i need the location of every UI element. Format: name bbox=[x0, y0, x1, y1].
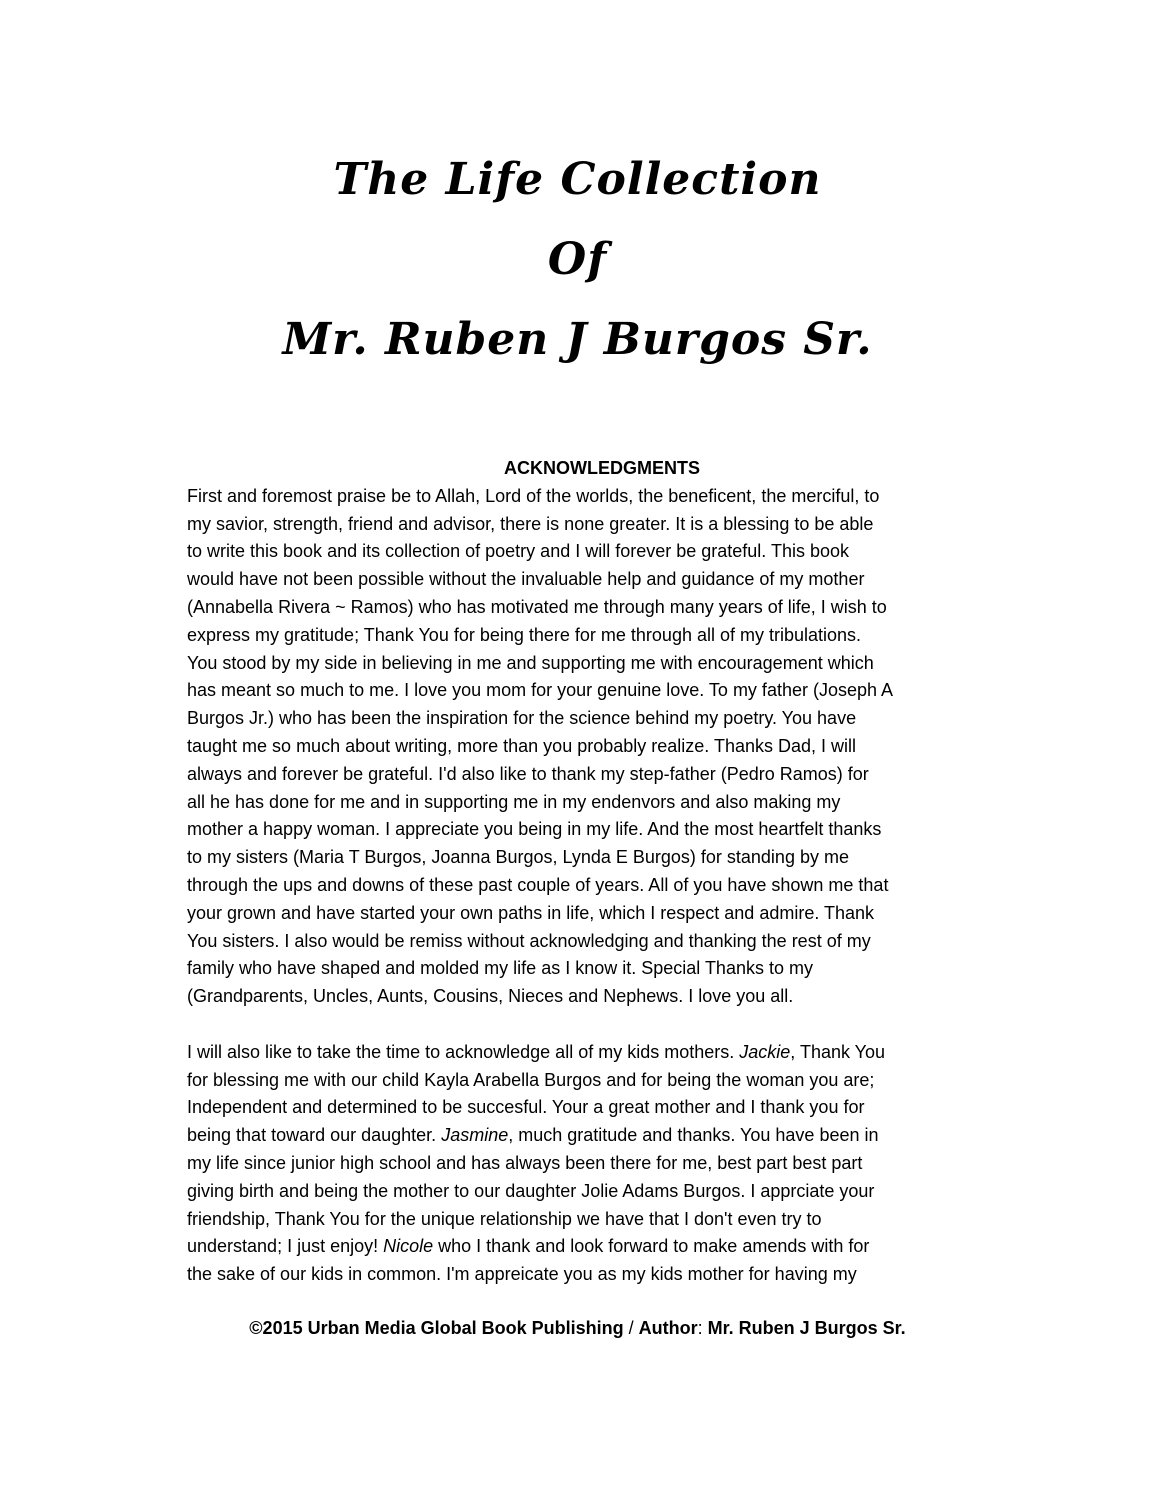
publisher-text: ©2015 Urban Media Global Book Publishing bbox=[249, 1318, 624, 1338]
acknowledgments-section bbox=[187, 455, 1017, 1289]
acknowledgments-paragraph-2 bbox=[187, 1039, 1017, 1289]
text-line: You sisters. I also would be remiss without acknowledging and thanking the rest of my bbox=[187, 930, 871, 951]
name-jackie: Jackie bbox=[739, 1041, 791, 1062]
text-line: my savior, strength, friend and advisor, there is none greater. It is a blessing to be able bbox=[187, 513, 874, 534]
text-run: being that toward our daughter. bbox=[187, 1125, 442, 1146]
text-line bbox=[187, 1233, 1017, 1261]
text-line: for blessing me with our child Kayla Arabella Burgos and for being the woman you are; bbox=[187, 1069, 875, 1090]
text-line: You stood by my side in believing in me and supporting me with encouragement which bbox=[187, 652, 874, 673]
book-title bbox=[0, 140, 1155, 380]
text-run: I will also like to take the time to acknowledge all of my kids mothers. bbox=[187, 1041, 740, 1062]
acknowledgments-paragraph-1 bbox=[187, 483, 1017, 1011]
text-line: all he has done for me and in supporting me in my endenvors and also making my bbox=[187, 791, 841, 812]
text-line: family who have shaped and molded my life as I know it. Special Thanks to my bbox=[187, 958, 813, 979]
text-line bbox=[187, 1122, 1017, 1150]
text-line: would have not been possible without the invaluable help and guidance of my mother bbox=[187, 569, 865, 590]
paragraph-spacer bbox=[187, 1011, 1017, 1039]
text-run: , Thank You bbox=[790, 1041, 886, 1062]
text-line: my life since junior high school and has always been there for me, best part best part bbox=[187, 1152, 863, 1173]
text-run: who I thank and look forward to make amends with for bbox=[433, 1236, 870, 1257]
text-line: (Grandparents, Uncles, Aunts, Cousins, Nieces and Nephews. I love you all. bbox=[187, 986, 794, 1007]
text-line: Burgos Jr.) who has been the inspiration for the science behind my poetry. You have bbox=[187, 708, 857, 729]
name-nicole: Nicole bbox=[383, 1236, 434, 1257]
acknowledgments-heading: ACKNOWLEDGMENTS bbox=[504, 458, 700, 478]
author-name: Mr. Ruben J Burgos Sr. bbox=[707, 1318, 906, 1338]
text-line: giving birth and being the mother to our daughter Jolie Adams Burgos. I apprciate your bbox=[187, 1180, 875, 1201]
name-jasmine: Jasmine bbox=[441, 1125, 509, 1146]
text-line: your grown and have started your own paths in life, which I respect and admire. Thank bbox=[187, 902, 875, 923]
title-line-1: The Life Collection bbox=[333, 154, 822, 205]
text-run: understand; I just enjoy! bbox=[187, 1236, 384, 1257]
text-line: to write this book and its collection of poetry and I will forever be grateful. This book bbox=[187, 541, 850, 562]
text-line: to my sisters (Maria T Burgos, Joanna Burgos, Lynda E Burgos) for standing by me bbox=[187, 847, 849, 868]
text-line: has meant so much to me. I love you mom for your genuine love. To my father (Joseph A bbox=[187, 680, 894, 701]
text-line bbox=[187, 1039, 1017, 1067]
text-line: always and forever be grateful. I'd also like to thank my step-father (Pedro Ramos) for bbox=[187, 763, 869, 784]
text-line: through the ups and downs of these past couple of years. All of you have shown me that bbox=[187, 874, 889, 895]
text-run: , much gratitude and thanks. You have been in bbox=[508, 1125, 879, 1146]
text-line: First and foremost praise be to Allah, Lord of the worlds, the beneficent, the merciful, to bbox=[187, 485, 880, 506]
text-line: (Annabella Rivera ~ Ramos) who has motivated me through many years of life, I wish to bbox=[187, 596, 887, 617]
text-line: taught me so much about writing, more than you probably realize. Thanks Dad, I will bbox=[187, 735, 857, 756]
text-line: Independent and determined to be succesful. Your a great mother and I thank you for bbox=[187, 1097, 865, 1118]
footer-colon: : bbox=[697, 1318, 708, 1338]
author-label: Author bbox=[638, 1318, 698, 1338]
text-line: the sake of our kids in common. I'm appreicate you as my kids mother for having my bbox=[187, 1264, 857, 1285]
text-line: express my gratitude; Thank You for being there for me through all of my tribulations. bbox=[187, 624, 862, 645]
title-line-2: Of bbox=[547, 234, 608, 285]
text-line: friendship, Thank You for the unique relationship we have that I don't even try to bbox=[187, 1208, 822, 1229]
text-line: mother a happy woman. I appreciate you being in my life. And the most heartfelt thanks bbox=[187, 819, 882, 840]
title-line-3: Mr. Ruben J Burgos Sr. bbox=[282, 314, 873, 365]
footer-separator: / bbox=[623, 1318, 639, 1338]
copyright-footer bbox=[0, 1318, 1155, 1339]
